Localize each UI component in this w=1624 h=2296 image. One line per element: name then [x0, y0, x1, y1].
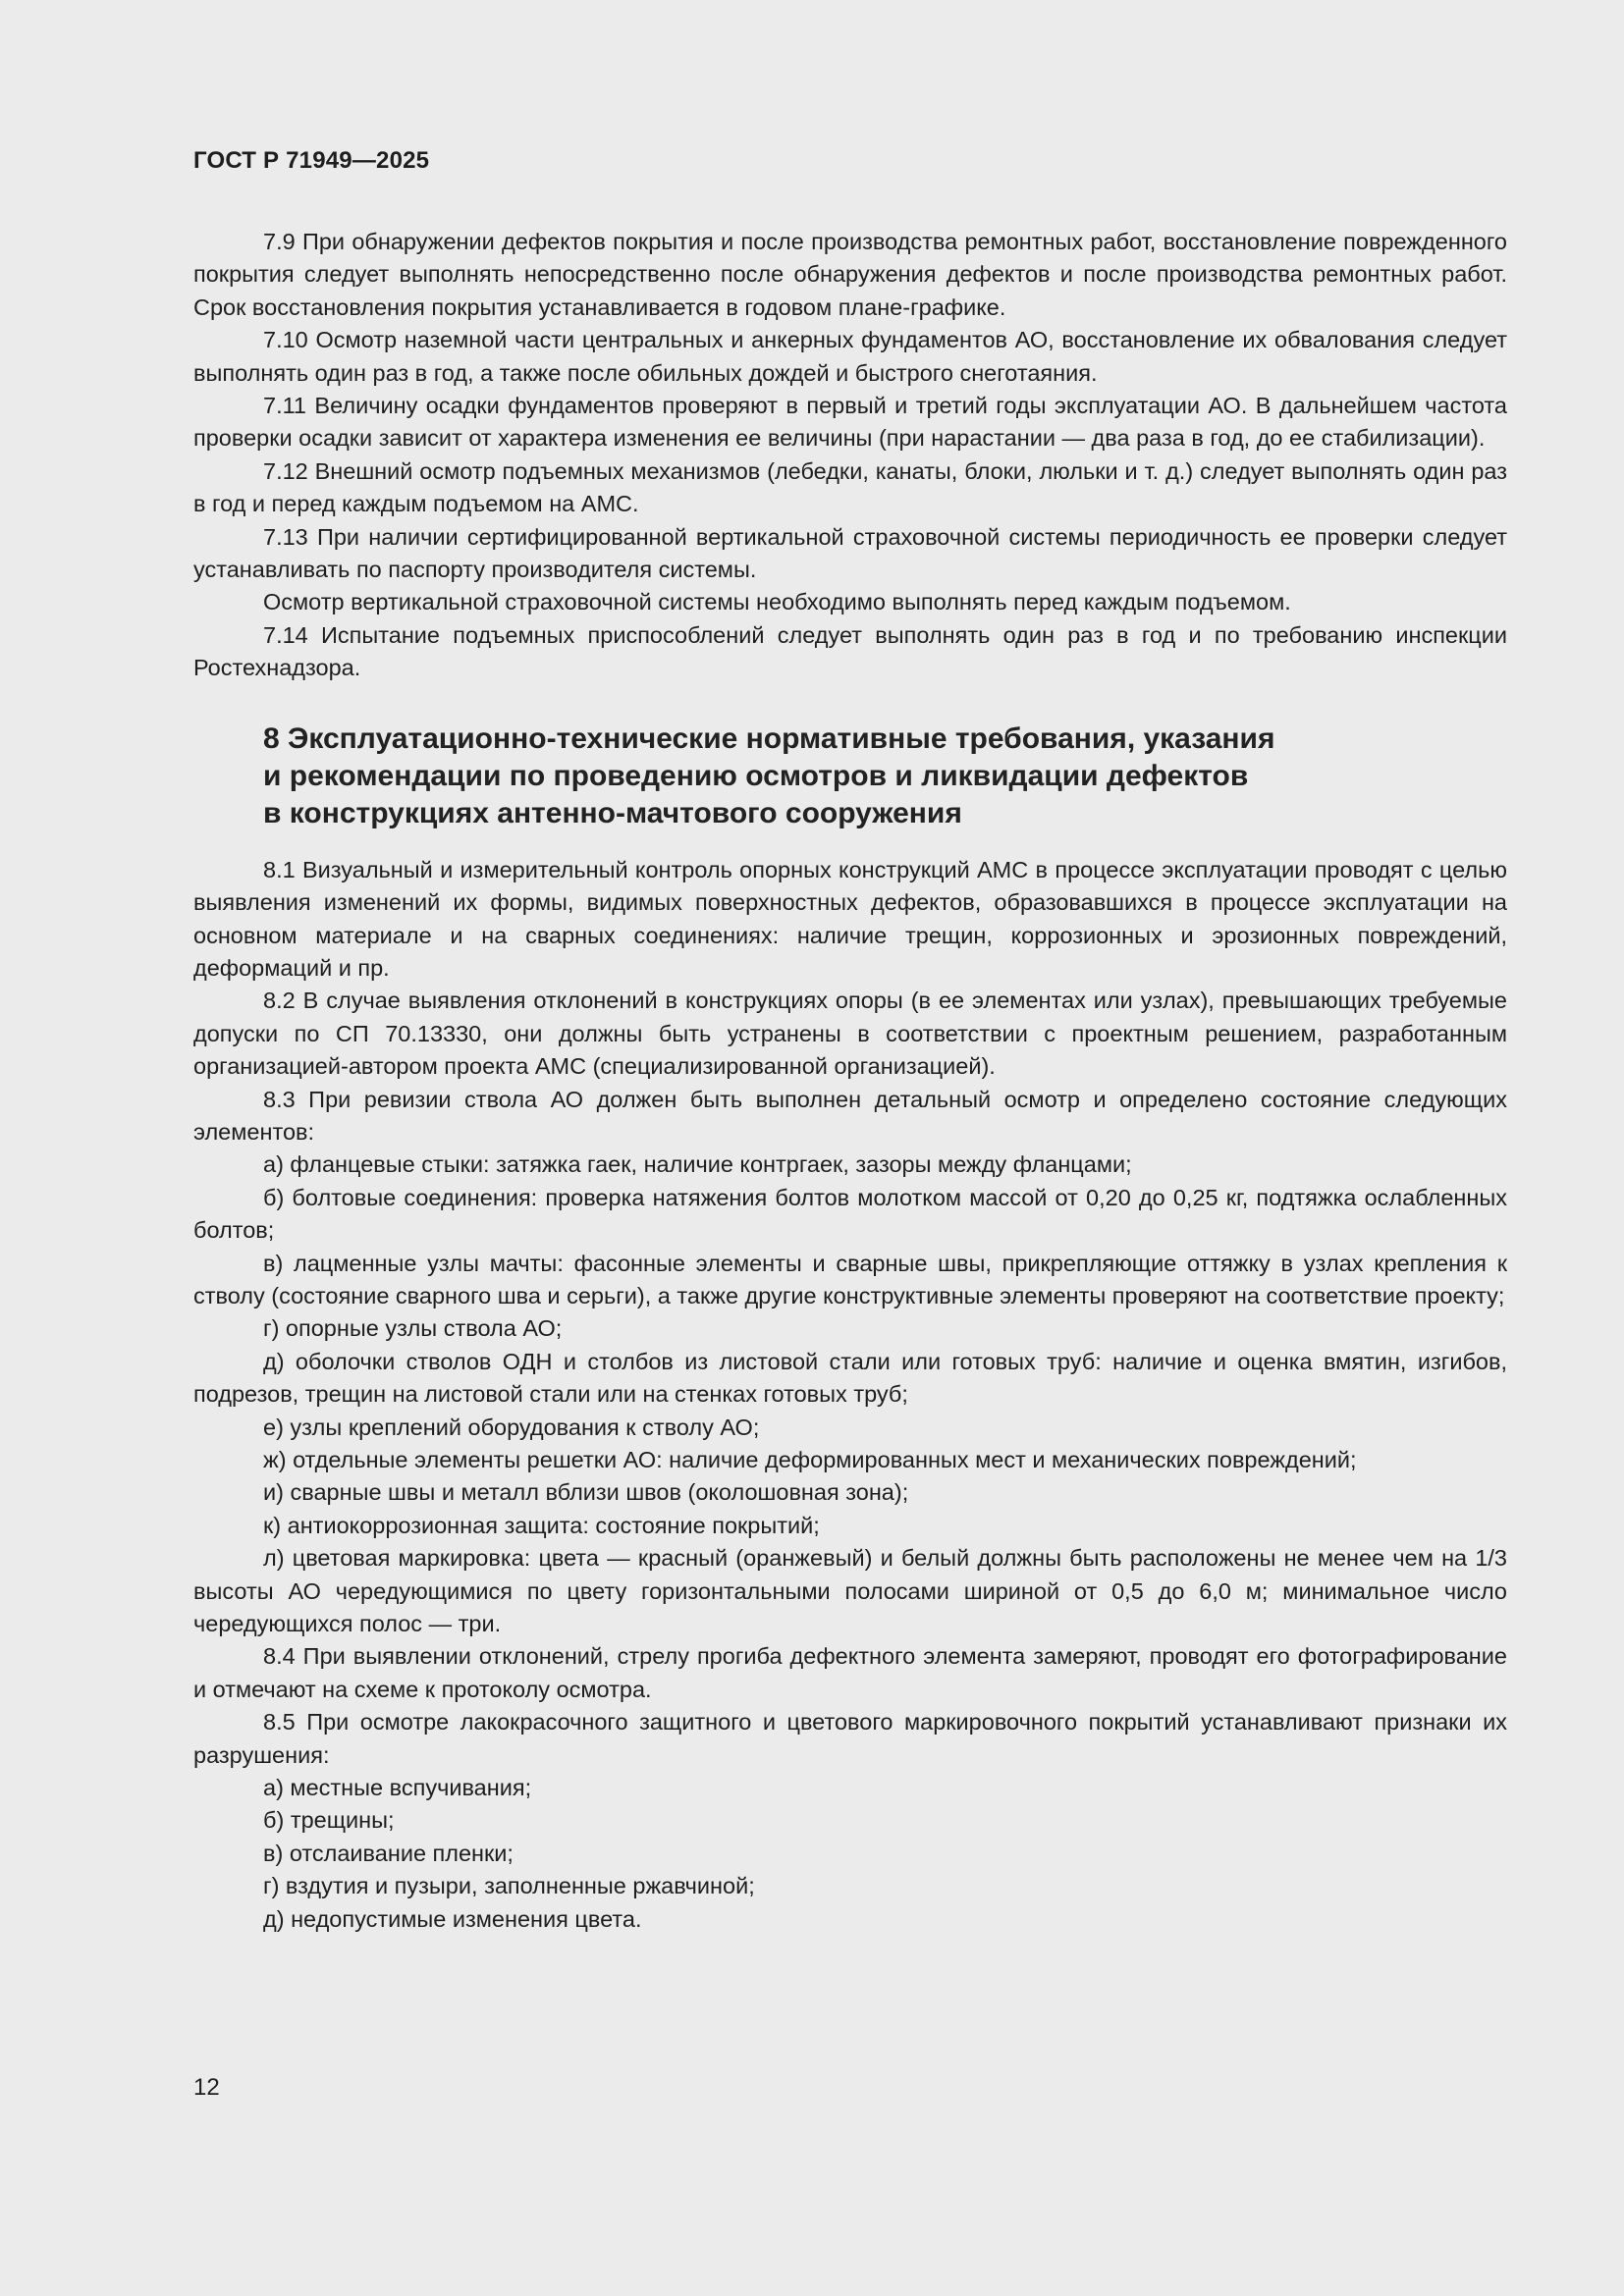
- section-8-title-line: в конструкциях антенно-мачтового сооружения: [263, 796, 962, 829]
- list-item-8-3-g: г) опорные узлы ствола АО;: [263, 1315, 563, 1342]
- list-item-8-5-a: а) местные вспучивания;: [263, 1775, 532, 1801]
- paragraph-7-12: 7.12 Внешний осмотр подъемных механизмов (лебедки, канаты, блоки, люльки и т. д.) следует выполнять один раз в год и перед каждым подъемом на АМС.: [193, 457, 1507, 517]
- document-code-header: ГОСТ Р 71949—2025: [193, 147, 430, 174]
- page-number: 12: [193, 2074, 220, 2101]
- paragraph-7-9: 7.9 При обнаружении дефектов покрытия и после производства ремонтных работ, восстановление поврежденного покрытия следует выполнять непосредственно после обнаружения дефектов и после производства ремонтных работ. Срок восстановления покрытия устанавливается в годовом плане-графике.: [193, 229, 1507, 320]
- paragraph-8-5: 8.5 При осмотре лакокрасочного защитного и цветового маркировочного покрытий устанавливают признаки их разрушения:: [193, 1709, 1507, 1768]
- paragraph-8-2: 8.2 В случае выявления отклонений в конструкциях опоры (в ее элементах или узлах), превышающих требуемые допуски по СП 70.13330, они должны быть устранены в соответствии с проектным решением, разработанным организацией-автором проекта АМС (специализированной организацией).: [193, 988, 1507, 1080]
- paragraph-7-14: 7.14 Испытание подъемных приспособлений следует выполнять один раз в год и по требованию инспекции Ростехнадзора.: [193, 621, 1507, 681]
- paragraph-7-13-note: Осмотр вертикальной страховочной системы необходимо выполнять перед каждым подъемом.: [263, 589, 1291, 615]
- page-content: [193, 226, 1507, 1936]
- list-item-8-3-a: а) фланцевые стыки: затяжка гаек, наличие контргаек, зазоры между фланцами;: [263, 1151, 1132, 1178]
- list-item-8-3-k: к) антиокоррозионная защита: состояние покрытий;: [263, 1512, 820, 1538]
- list-item-8-3-l: л) цветовая маркировка: цвета — красный (оранжевый) и белый должны быть расположены не менее чем на 1/3 высоты АО чередующимися по цвету горизонтальными полосами шириной от 0,5 до 6,0 м; минимальное число чередующихся полос — три.: [193, 1545, 1507, 1637]
- section-8-title-line: 8 Эксплуатационно-технические нормативные требования, указания: [263, 721, 1275, 755]
- section-8-body: [193, 854, 1507, 1936]
- list-item-8-3-v: в) лацменные узлы мачты: фасонные элементы и сварные швы, прикрепляющие оттяжку в узлах крепления к стволу (состояние сварного шва и серьги), а также другие конструктивные элементы проверяют на соответствие проекту;: [193, 1250, 1507, 1308]
- paragraph-7-10: 7.10 Осмотр наземной части центральных и анкерных фундаментов АО, восстановление их обвалования следует выполнять один раз в год, а также после обильных дождей и быстрого снеготаяния.: [193, 327, 1507, 386]
- list-item-8-3-zh: ж) отдельные элементы решетки АО: наличие деформированных мест и механических повреждений;: [263, 1447, 1357, 1472]
- section-7-body: [193, 226, 1507, 685]
- list-item-8-3-i: и) сварные швы и металл вблизи швов (околошовная зона);: [263, 1479, 909, 1506]
- list-item-8-3-d: д) оболочки стволов ОДН и столбов из листовой стали или готовых труб: наличие и оценка вмятин, изгибов, подрезов, трещин на листовой стали или на стенках готовых труб;: [193, 1348, 1507, 1408]
- list-item-8-5-d: д) недопустимые изменения цвета.: [263, 1905, 642, 1932]
- paragraph-8-1: 8.1 Визуальный и измерительный контроль опорных конструкций АМС в процессе эксплуатации проводят с целью выявления изменений их формы, видимых поверхностных дефектов, образовавшихся в процессе эксплуатации на основном материале и на сварных соединениях: наличие трещин, коррозионных и эрозионных повреждений, деформаций и пр.: [193, 856, 1507, 981]
- list-item-8-5-v: в) отслаивание пленки;: [263, 1840, 514, 1866]
- list-item-8-5-b: б) трещины;: [263, 1807, 395, 1834]
- list-item-8-3-b: б) болтовые соединения: проверка натяжения болтов молотком массой от 0,20 до 0,25 кг, подтяжка ослабленных болтов;: [193, 1184, 1507, 1244]
- paragraph-8-3: 8.3 При ревизии ствола АО должен быть выполнен детальный осмотр и определено состояние следующих элементов:: [193, 1086, 1507, 1145]
- section-8-title: [263, 721, 1507, 832]
- paragraph-8-4: 8.4 При выявлении отклонений, стрелу прогиба дефектного элемента замеряют, проводят его фотографирование и отмечают на схеме к протоколу осмотра.: [193, 1643, 1507, 1702]
- paragraph-7-13: 7.13 При наличии сертифицированной вертикальной страховочной системы периодичность ее проверки следует устанавливать по паспорту производителя системы.: [193, 523, 1507, 583]
- list-item-8-3-e: е) узлы креплений оборудования к стволу АО;: [263, 1414, 760, 1440]
- paragraph-7-11: 7.11 Величину осадки фундаментов проверяют в первый и третий годы эксплуатации АО. В дальнейшем частота проверки осадки зависит от характера изменения ее величины (при нарастании — два раза в год, до ее стабилизации).: [193, 393, 1507, 452]
- list-item-8-5-g: г) вздутия и пузыри, заполненные ржавчиной;: [263, 1873, 755, 1899]
- section-8-title-line: и рекомендации по проведению осмотров и ликвидации дефектов: [263, 759, 1249, 792]
